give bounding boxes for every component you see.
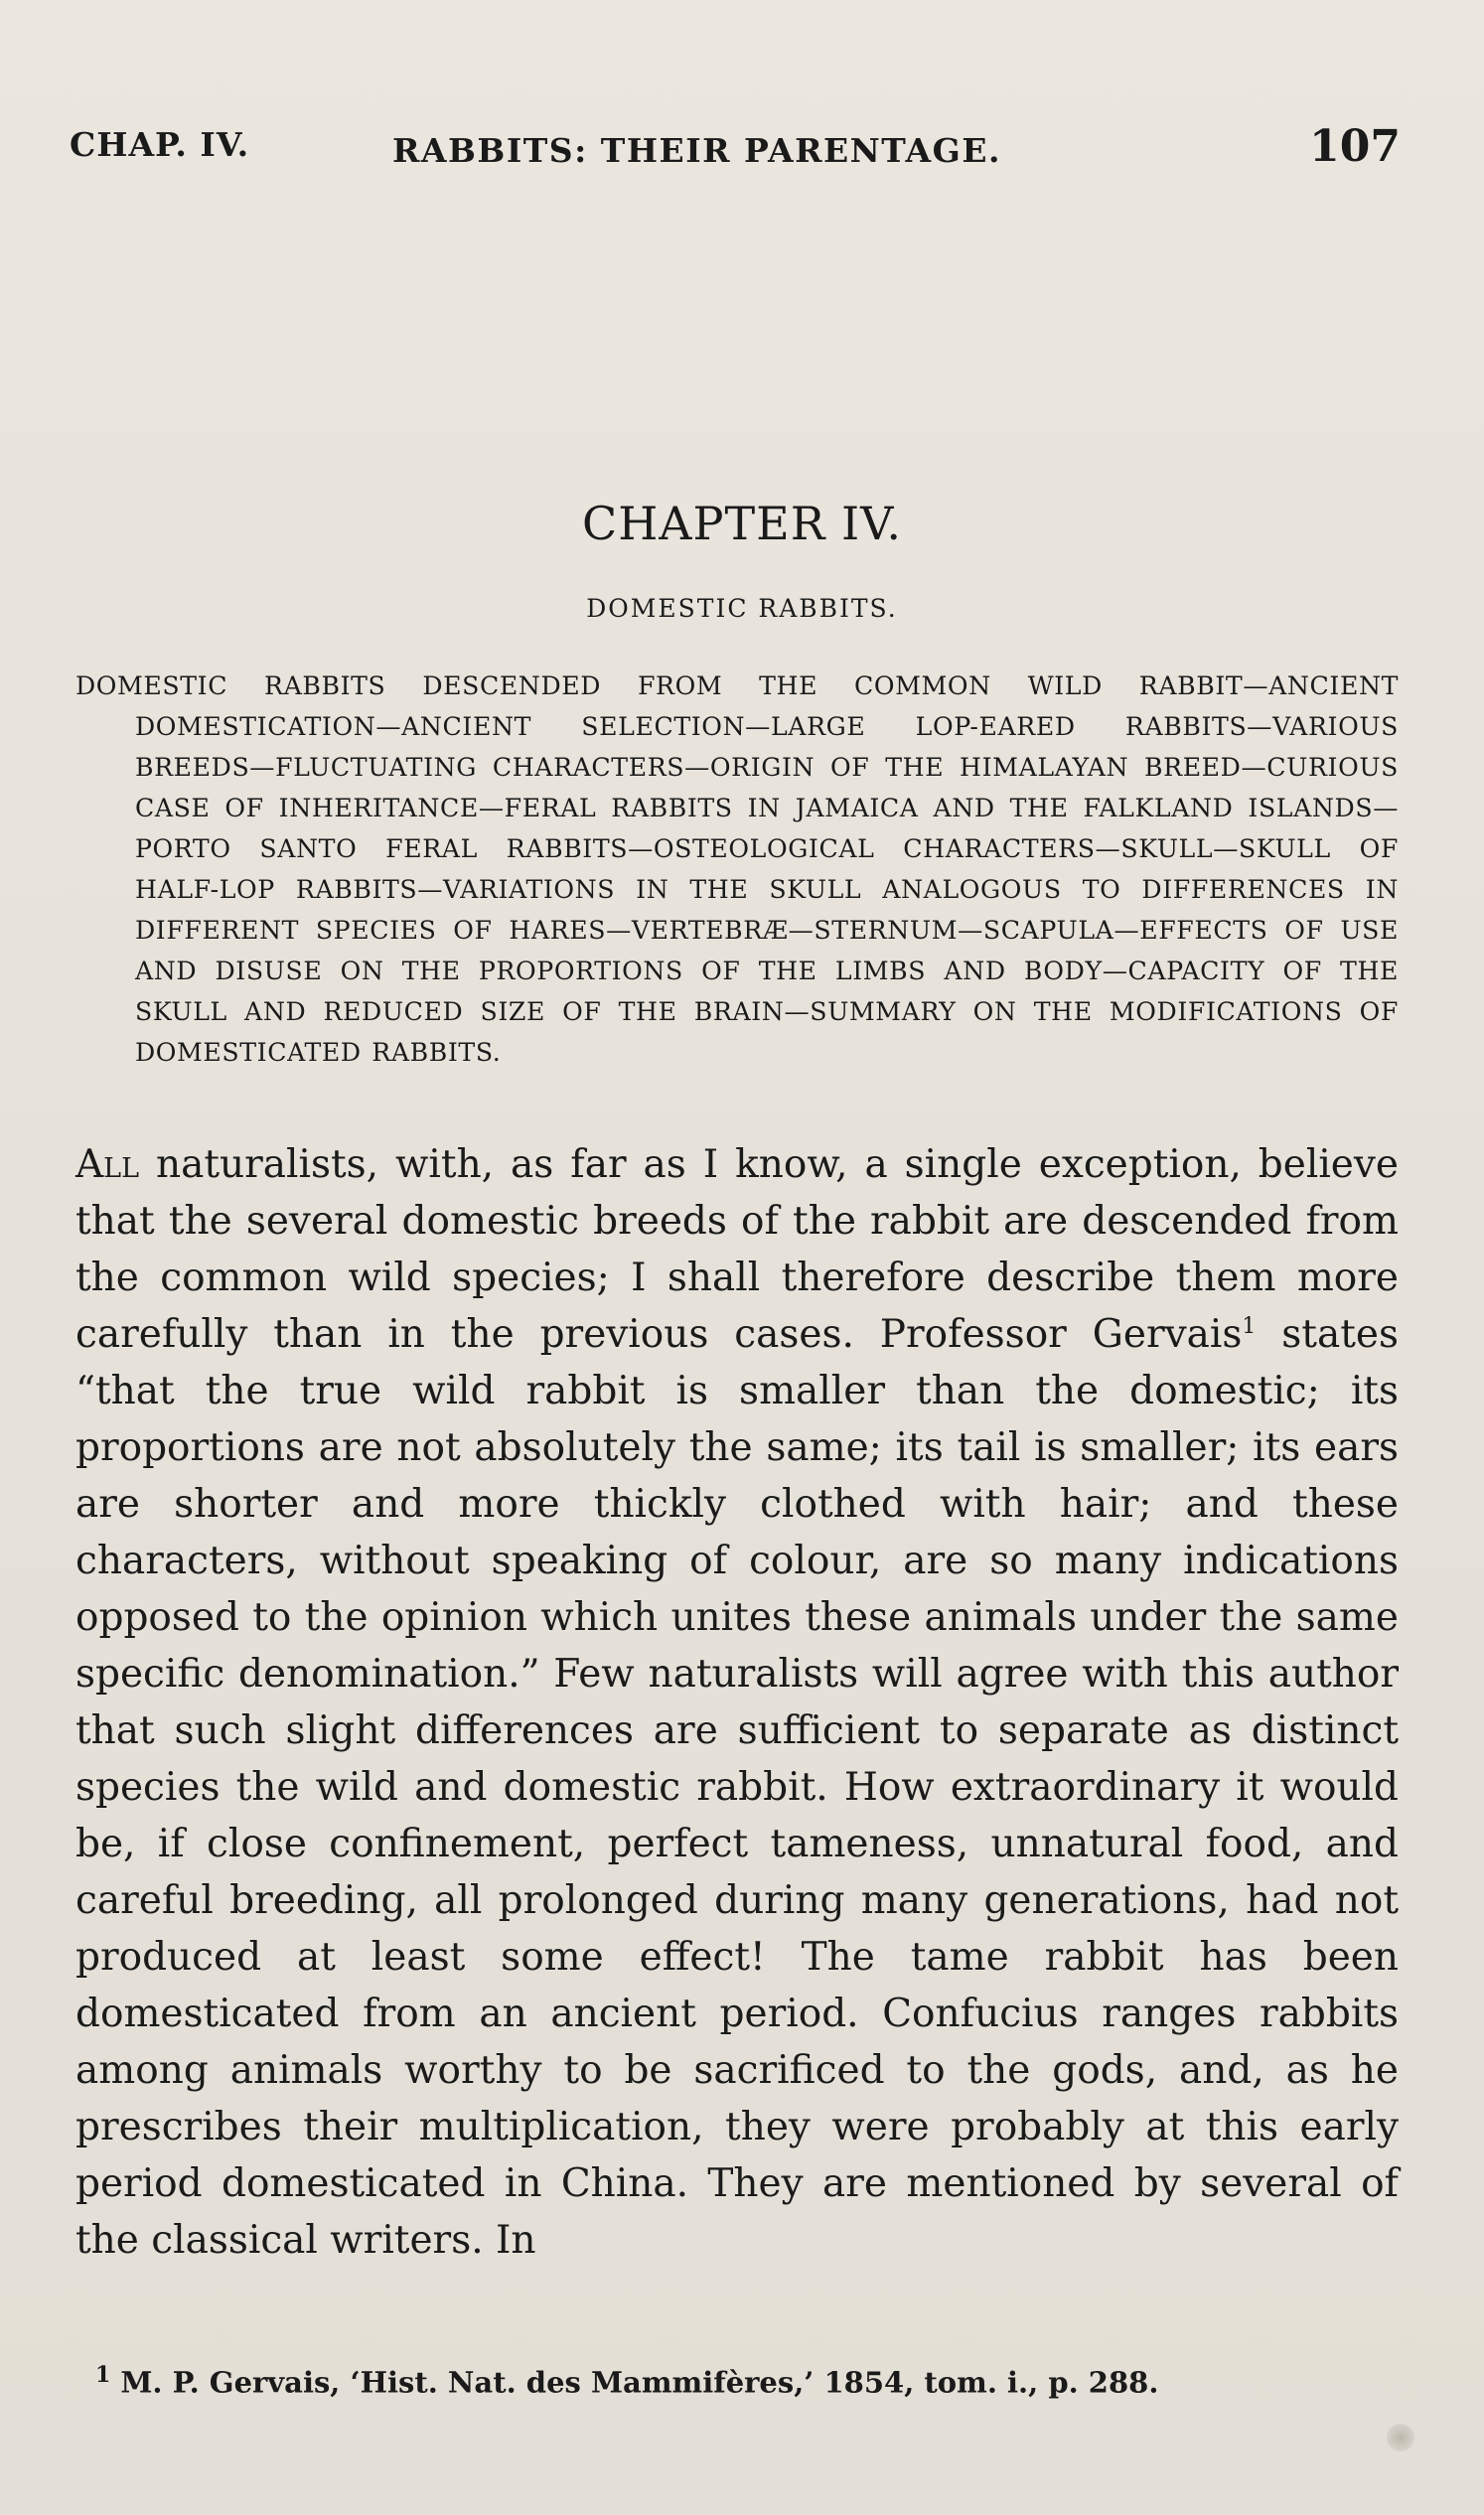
running-head-title: RABBITS: THEIR PARENTAGE. xyxy=(392,131,1001,170)
chapter-synopsis: DOMESTIC RABBITS DESCENDED FROM THE COMMON WILD RABBIT—ANCIENT DOMESTICATION—ANCIENT SELECTION—LARGE LOP-EARED RABBITS—VARIOUS BREEDS—FLUCTUATING CHARACTERS—ORIGIN OF THE HIMALAYAN BREED—CURIOUS CASE OF INHERITANCE—FERAL RABBITS IN JAMAICA AND THE FALKLAND ISLANDS—PORTO SANTO FERAL RABBITS—OSTEOLOGICAL CHARACTERS—SKULL—SKULL OF HALF-LOP RABBITS—VARIATIONS IN THE SKULL ANALOGOUS TO DIFFERENCES IN DIFFERENT SPECIES OF HARES—VERTEBRÆ—STERNUM—SCAPULA—EFFECTS OF USE AND DISUSE ON THE PROPORTIONS OF THE LIMBS AND BODY—CAPACITY OF THE SKULL AND REDUCED SIZE OF THE BRAIN—SUMMARY ON THE MODIFICATIONS OF DOMESTICATED RABBITS. xyxy=(75,671,1399,1067)
page-number: 107 xyxy=(1309,121,1401,172)
footnote-text: M. P. Gervais, ‘Hist. Nat. des Mammifères,’ 1854, tom. i., p. 288. xyxy=(120,2365,1159,2400)
chapter-heading: CHAPTER IV. xyxy=(582,497,902,550)
body-text-part1: naturalists, with, as far as I know, a single exception, believe that the several domestic breeds of the rabbit are descended from the common wild species; I shall therefore describe them more carefully than in the previous cases. Professor Gervais xyxy=(75,1142,1399,1357)
body-text-part2: states “that the true wild rabbit is smaller than the domestic; its proportions are not absolutely the same; its tail is smaller; its ears are shorter and more thickly clothed with hair; and these characters, without speaking of colour, are so many indications opposed to the opinion which unites these animals under the same specific denomination.” Few naturalists will agree with this author that such slight differences are sufficient to separate as distinct species the wild and domestic rabbit. How extraordinary it would be, if close confinement, perfect tameness, unnatural food, and careful breeding, all prolonged during many generations, had not produced at least some effect! The tame rabbit has been domesticated from an ancient period. Confucius ranges rabbits among animals worthy to be sacrificed to the gods, and, as he prescribes their multiplication, they were probably at this early period domesticated in China. They are mentioned by several of the classical writers. In xyxy=(75,1312,1399,2263)
body-paragraph xyxy=(75,1136,1399,2269)
page-blemish xyxy=(1387,2424,1414,2451)
footnote xyxy=(95,2362,1387,2400)
footnote-reference[interactable]: 1 xyxy=(1242,1314,1257,1339)
running-head xyxy=(70,119,1401,189)
opening-word: All xyxy=(75,1142,140,1187)
subject-heading: DOMESTIC RABBITS. xyxy=(586,594,898,623)
running-head-chapter: CHAP. IV. xyxy=(70,125,250,164)
footnote-mark: 1 xyxy=(95,2362,111,2388)
